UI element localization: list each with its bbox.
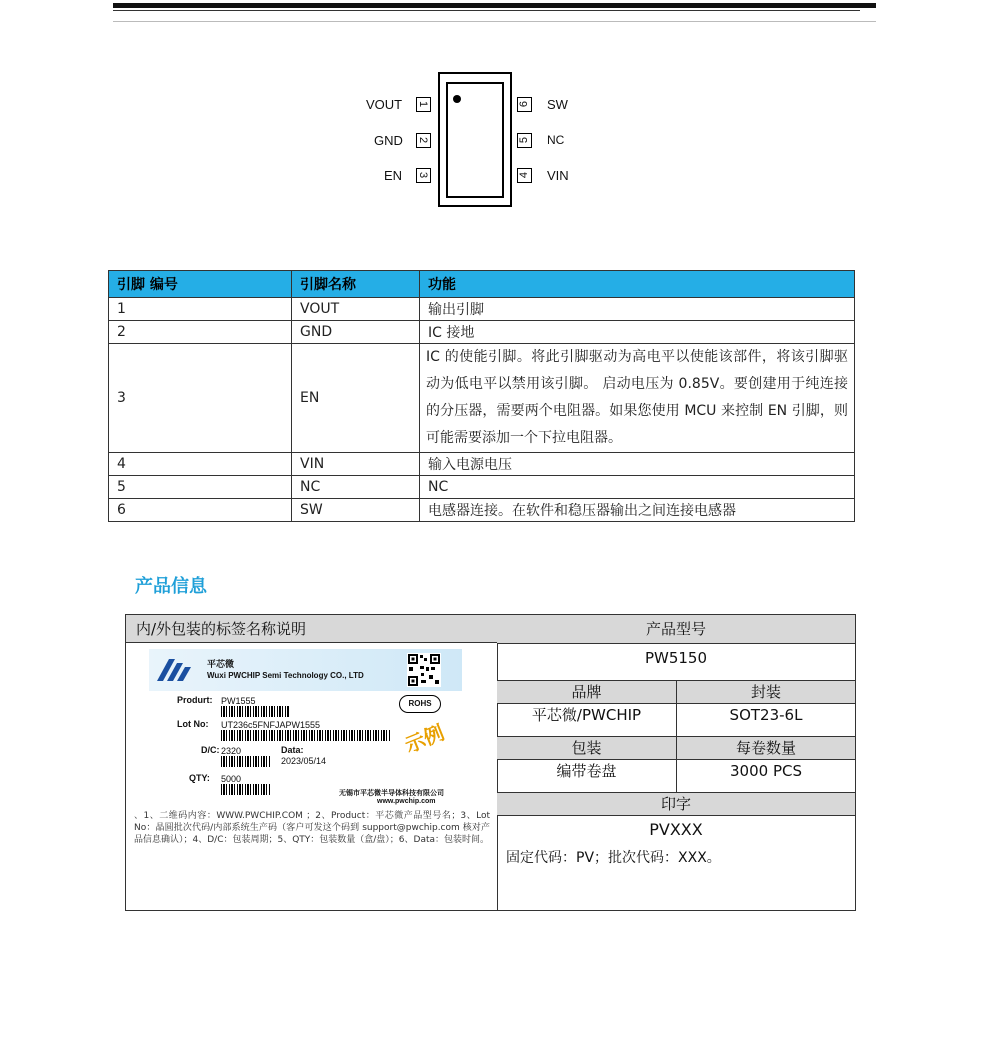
pin-name-cell: VOUT <box>292 298 420 321</box>
qr-code-icon <box>407 653 441 687</box>
header-rule-thick <box>113 3 876 8</box>
qty-per-reel-value: 3000 PCS <box>730 762 802 780</box>
label-company-cn: 无锡市平芯微半导体科技有限公司 <box>339 789 444 797</box>
pin-function-cell: 输入电源电压 <box>420 453 855 476</box>
pin-number: 2 <box>417 136 430 144</box>
marking-value: PVXXX <box>649 820 703 839</box>
brand-value: 平芯微/PWCHIP <box>497 704 677 736</box>
table-row <box>109 453 855 476</box>
header-rule-thin <box>113 10 860 11</box>
label-notes: 、1、二维码内容：WWW.PWCHIP.COM ；2、Product：平芯微产品型号名；3、Lot No：晶圆批次代码/内部系统生产码（客户可发这个码到 support@pwchip.com 核对产品信息确认）；4、D/C：包装周期；5、QTY：包装数量（盒/盘）；6、Data：包装时间。 <box>134 811 490 845</box>
pin-label-vout: VOUT <box>366 97 403 112</box>
table-row <box>109 321 855 344</box>
pin-name-cell: NC <box>292 476 420 499</box>
pack-qty-header-row <box>497 737 855 760</box>
product-info-table <box>125 614 856 911</box>
pin-label-gnd: GND <box>374 133 403 148</box>
pin-function-cell: NC <box>420 476 855 499</box>
label-lot-value: UT236c5FNFJAPW1555 <box>221 720 321 730</box>
label-data-key: Data: <box>281 745 304 755</box>
package-label-sample <box>149 649 462 809</box>
pwchip-logo-icon <box>155 657 195 683</box>
col-header-pin-number: 引脚 编号 <box>109 271 292 298</box>
marking-header: 印字 <box>497 793 855 816</box>
lot-barcode <box>221 730 391 741</box>
table-row <box>109 344 855 453</box>
pin-box-2 <box>416 133 431 148</box>
section-title-product-info: 产品信息 <box>135 576 207 597</box>
model-value: PW5150 <box>497 644 855 681</box>
label-brand-en: Wuxi PWCHIP Semi Technology CO., LTD <box>207 671 364 680</box>
pin-number-cell: 5 <box>109 476 292 499</box>
marking-description: 固定代码：PV；批次代码：XXX。 <box>506 850 721 866</box>
pin-function-cell: IC 的使能引脚。将此引脚驱动为高电平以使能该部件，将该引脚驱动为低电平以禁用该引脚。 启动电压为 0.85V。要创建用于纯连接的分压器，需要两个电阻器。如果您使用 MCU 来控制 EN 引脚，则可能需要添加一个下拉电阻器。 <box>420 344 855 453</box>
pin-function-cell: IC 接地 <box>420 321 855 344</box>
label-lot-key: Lot No: <box>177 719 209 729</box>
label-product-value: PW1555 <box>221 696 256 706</box>
pin-function-cell: 输出引脚 <box>420 298 855 321</box>
pin-number-cell: 1 <box>109 298 292 321</box>
table-header-row <box>109 271 855 298</box>
label-data-value: 2023/05/14 <box>281 756 327 766</box>
pin-number-cell: 4 <box>109 453 292 476</box>
pin-function-cell: 电感器连接。在软件和稳压器输出之间连接电感器 <box>420 499 855 522</box>
pin-name-cell: SW <box>292 499 420 522</box>
pin-label-vin: VIN <box>547 168 569 183</box>
pin-box-1 <box>416 97 431 112</box>
pin-box-5 <box>517 133 532 148</box>
brand-package-value-row <box>497 704 855 737</box>
qty-barcode <box>221 784 271 795</box>
product-barcode <box>221 706 289 717</box>
brand-package-header-row <box>497 681 855 704</box>
pin-number: 3 <box>417 171 430 179</box>
pack-value: 编带卷盘 <box>497 760 677 792</box>
pin-function-table <box>108 270 855 522</box>
product-spec-column <box>497 615 855 910</box>
table-row <box>109 476 855 499</box>
pin-label-nc: NC <box>547 133 565 147</box>
label-dc-key: D/C: <box>201 745 220 755</box>
pin-name-cell: VIN <box>292 453 420 476</box>
pin-number-cell: 3 <box>109 344 292 453</box>
col-header-function: 功能 <box>420 271 855 298</box>
label-dc-value: 2320 <box>221 746 242 756</box>
pin-number-cell: 6 <box>109 499 292 522</box>
pin-label-en: EN <box>384 168 403 183</box>
label-qty-key: QTY: <box>189 773 210 783</box>
model-header: 产品型号 <box>497 615 855 644</box>
label-description-header: 内/外包装的标签名称说明 <box>126 615 497 643</box>
pin-name-cell: EN <box>292 344 420 453</box>
label-description-column <box>126 615 498 910</box>
pack-qty-value-row <box>497 760 855 793</box>
pack-header: 包装 <box>497 737 677 759</box>
pin-label-sw: SW <box>547 97 568 112</box>
pin1-marker-dot <box>453 95 461 103</box>
brand-header: 品牌 <box>497 681 677 703</box>
label-brand-cn: 平芯微 <box>207 660 235 670</box>
rohs-badge: ROHS <box>399 695 441 713</box>
pin-number: 6 <box>518 100 531 108</box>
table-row <box>109 298 855 321</box>
label-qty-value: 5000 <box>221 774 242 784</box>
pin-number: 4 <box>518 171 531 179</box>
col-header-pin-name: 引脚名称 <box>292 271 420 298</box>
pin-box-4 <box>517 168 532 183</box>
dc-barcode <box>221 756 271 767</box>
package-header: 封装 <box>750 683 781 701</box>
sample-stamp: 示例 <box>401 720 448 758</box>
pin-number-cell: 2 <box>109 321 292 344</box>
pin-name-cell: GND <box>292 321 420 344</box>
package-value: SOT23-6L <box>729 706 803 724</box>
pin-box-3 <box>416 168 431 183</box>
pin-box-6 <box>517 97 532 112</box>
label-product-key: Produrt: <box>177 695 213 705</box>
pin-number: 1 <box>417 100 430 108</box>
pin-number: 5 <box>518 136 531 144</box>
pin-diagram <box>360 70 590 210</box>
header-rule-grey <box>113 21 876 22</box>
table-row <box>109 499 855 522</box>
label-company-url: www.pwchip.com <box>377 798 436 805</box>
qty-per-reel-header: 每卷数量 <box>735 739 796 757</box>
